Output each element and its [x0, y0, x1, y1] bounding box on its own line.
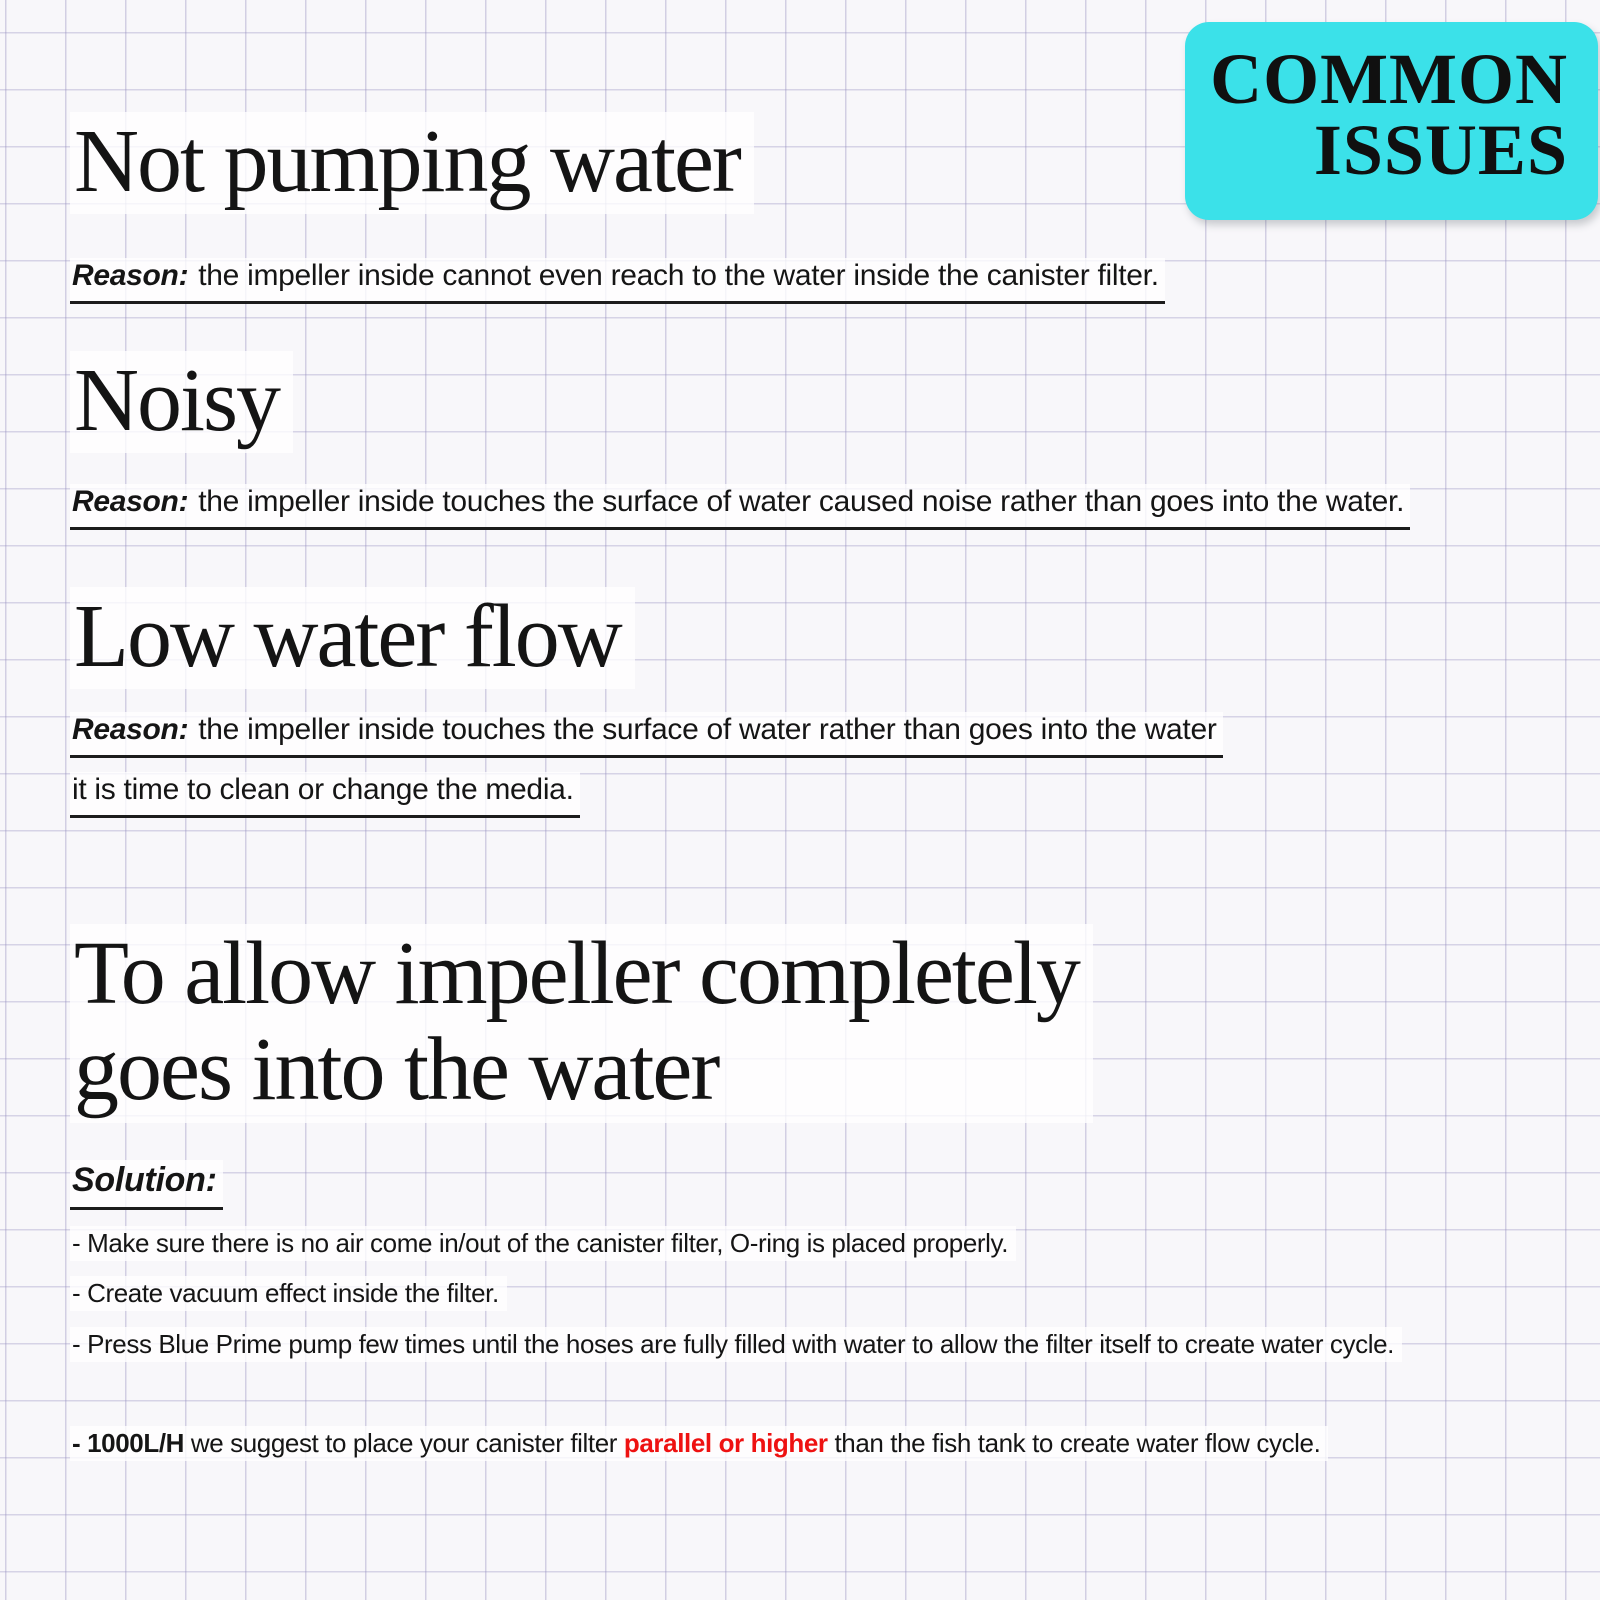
heading-low-water-flow: Low water flow: [70, 587, 635, 689]
note-flow-rate: 1000L/H: [87, 1428, 185, 1458]
reason-text: the impeller inside touches the surface of water rather than goes into the water: [198, 713, 1217, 746]
note-dash: -: [72, 1428, 88, 1458]
heading-line-2: goes into the water: [74, 1020, 719, 1120]
reason-text: the impeller inside cannot even reach to the water inside the canister filter.: [198, 259, 1159, 292]
reason-text: it is time to clean or change the media.: [72, 773, 574, 806]
solution-bullet-1: - Make sure there is no air come in/out of the canister filter, O-ring is placed properly.: [70, 1228, 1016, 1259]
reason-label: Reason:: [72, 259, 189, 292]
note-text-end: than the fish tank to create water flow cycle.: [827, 1428, 1321, 1458]
reason-label: Reason:: [72, 713, 189, 746]
reason-low-water-flow-line2: [70, 772, 580, 818]
flow-rate-note: [70, 1428, 1328, 1459]
reason-text: the impeller inside touches the surface of water caused noise rather than goes into the water.: [198, 485, 1405, 518]
heading-allow-impeller: [70, 924, 1093, 1123]
solution-label: Solution:: [70, 1160, 223, 1210]
solution-bullet-2: - Create vacuum effect inside the filter.: [70, 1278, 507, 1309]
solution-bullet-3: - Press Blue Prime pump few times until the hoses are fully filled with water to allow the filter itself to create water cycle.: [70, 1329, 1402, 1360]
heading-noisy: Noisy: [70, 351, 293, 453]
reason-low-water-flow: [70, 712, 1223, 758]
heading-not-pumping-water: Not pumping water: [70, 112, 754, 214]
note-text-mid: we suggest to place your canister filter: [184, 1428, 624, 1458]
common-issues-badge: [1185, 22, 1598, 220]
reason-noisy: [70, 484, 1410, 530]
heading-line-1: To allow impeller completely: [74, 924, 1079, 1023]
note-emphasis-red: parallel or higher: [623, 1428, 828, 1458]
badge-line-2: ISSUES: [1313, 109, 1568, 190]
reason-not-pumping-water: [70, 258, 1165, 304]
reason-label: Reason:: [72, 485, 189, 518]
badge-line-1: COMMON: [1210, 39, 1568, 119]
